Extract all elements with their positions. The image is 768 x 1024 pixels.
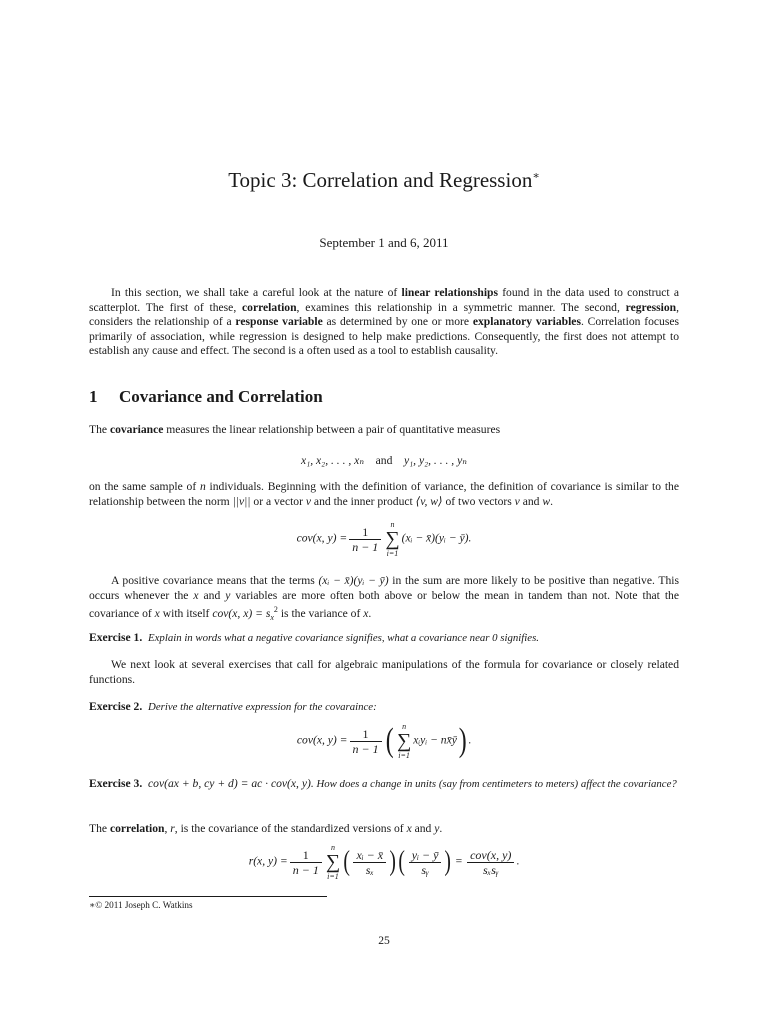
pos-x: x — [193, 588, 199, 602]
paper-title — [0, 162, 768, 194]
exercise-3-text: How does a change in units (say from centimeters to meters) affect the covariance? — [313, 778, 677, 790]
corr-fcov-den: sₓsᵧ — [482, 862, 499, 877]
sample-v2: v — [514, 494, 520, 508]
corr-text-4: and — [411, 822, 435, 835]
pos-y: y — [225, 588, 231, 602]
intro-term-correlation: correlation — [242, 300, 297, 314]
correlation-formula: r(x, y) = $\frac{1}{n - 1}$ n ∑ i=1 ( $\frac{\text{xᵢ − x̄}}{\text{sₓ}}$ )( $\frac{\text{yᵢ − ȳ}}{\text{sᵧ}}$ ) = $\frac{\text{cov(x, y)}}{\text{sₓsᵧ}}$ . — [248, 843, 520, 881]
corr-text-3: , is the covariance of the standardized versions of — [174, 822, 407, 835]
sample-text-1: on the same sample of — [89, 480, 200, 493]
corr-x: x — [406, 822, 412, 835]
sample-text-2: individuals. Beginning with the definition of variance, the definition of covariance is similar to the relationship between the norm — [89, 480, 679, 508]
sample-n: n — [199, 480, 206, 493]
title-text: Topic 3: Correlation and Regression — [228, 168, 533, 192]
corr-y: y — [434, 822, 440, 835]
alt-lhs: cov(x, y) = — [296, 733, 348, 747]
measures-math — [0, 453, 768, 467]
corr-sum-bottom: i=1 — [327, 872, 339, 881]
corr-fraction-cov — [467, 848, 514, 877]
sample-text-7: . — [550, 494, 554, 508]
pos-covxx-sub: x — [270, 613, 274, 623]
corr-r: r — [170, 822, 175, 835]
pos-text-3: and — [198, 588, 226, 602]
alt-frac-den: n − 1 — [352, 741, 379, 756]
corr-fraction — [290, 848, 322, 877]
exercise-1-text: Explain in words what a negative covariance signifies, what a covariance near 0 signifies. — [148, 632, 539, 644]
covariance-formula — [0, 520, 768, 558]
cov-intro-text-1: The — [89, 423, 110, 436]
cov-intro-term: covariance — [109, 423, 164, 436]
exercise-1-label: Exercise 1. — [89, 631, 143, 644]
corr-fraction-x — [353, 848, 386, 877]
corr-fy-den: sᵧ — [421, 862, 429, 877]
pos-text-4: variables are more often both above or below the mean in tandem than not. Note that the covariance of — [89, 588, 679, 621]
x-sequence: x₁, x₂, . . . , xₙ — [301, 454, 365, 467]
exercise-1 — [89, 631, 679, 646]
sample-norm: ||v|| — [232, 494, 251, 508]
sample-text-6: and — [519, 494, 543, 508]
pos-text-6: is the variance of — [277, 607, 364, 621]
sample-w: w — [542, 494, 551, 508]
sample-v: v — [305, 494, 312, 508]
pos-text-5: with itself — [159, 607, 213, 621]
corr-fraction-y — [409, 848, 442, 877]
covariance-intro — [89, 423, 679, 438]
corr-fcov-num: cov(x, y) — [467, 848, 514, 863]
pos-text-1: A positive covariance means that the terms — [111, 574, 319, 587]
positive-paragraph — [89, 574, 679, 626]
corr-sum: n ∑ i=1 — [325, 843, 341, 881]
exercise-2-label: Exercise 2. — [89, 700, 143, 713]
corr-text-5: . — [439, 822, 443, 835]
corr-fx-num: xᵢ − x̄ — [353, 848, 386, 863]
intro-text-1: In this section, we shall take a careful look at the nature of — [111, 286, 402, 299]
pos-x3: x — [363, 607, 369, 621]
paper-date: September 1 and 6, 2011 — [319, 235, 449, 250]
intro-term-explanatory: explanatory variables — [472, 315, 581, 329]
alt-sum-top: n — [402, 722, 407, 731]
cov-intro-text-2: measures the linear relationship between a pair of quantitative measures — [163, 423, 501, 436]
alt-sum: n ∑ i=1 — [396, 722, 412, 760]
intro-paragraph — [89, 286, 679, 359]
sample-paragraph — [89, 480, 679, 509]
intro-term-regression: regression — [625, 300, 677, 314]
cov-sum-bottom: i=1 — [386, 549, 399, 558]
and-word: and — [375, 454, 393, 467]
title-footnote-mark: ∗ — [532, 170, 540, 182]
page-number: 25 — [378, 934, 390, 947]
exercise-2-text: Derive the alternative expression for the covaraince: — [148, 701, 377, 713]
section-number: 1 — [89, 387, 98, 406]
alt-end: . — [468, 733, 472, 747]
corr-term: correlation — [109, 822, 165, 835]
pos-term: (xᵢ − x̄)(yᵢ − ȳ) — [318, 574, 389, 587]
exercise-3-math: cov(ax + b, cy + d) = ac · cov(x, y). — [148, 777, 314, 790]
cov-fraction — [349, 525, 381, 554]
intro-term-response: response variable — [235, 315, 323, 329]
sample-text-3: or a vector — [250, 494, 306, 508]
corr-end: . — [516, 854, 520, 868]
intro-term-linear: linear relationships — [401, 286, 498, 299]
cov-lhs: cov(x, y) = — [296, 531, 348, 545]
cov-body: (xᵢ − x̄)(yᵢ − ȳ). — [401, 531, 472, 545]
exercise-2 — [89, 700, 679, 715]
pos-text-7: . — [368, 607, 372, 621]
pos-covxx: cov(x, x) = s — [212, 607, 271, 621]
intro-text-4: , considers the relationship of a — [89, 300, 679, 329]
pos-covxx-sup: 2 — [273, 605, 278, 615]
y-sequence: y₁, y₂, . . . , yₙ — [403, 454, 467, 467]
footnote: ∗© 2011 Joseph C. Watkins — [89, 900, 193, 910]
pos-x2: x — [154, 607, 160, 621]
sample-inner: ⟨v, w⟩ — [415, 494, 443, 508]
corr-equals: = — [455, 854, 463, 868]
alt-sum-bottom: i=1 — [398, 751, 410, 760]
exercise-3 — [89, 777, 679, 792]
intro-text-6: . Correlation focuses primarily of association, while regression is designed to help make predictions. Consequently, the first does not attempt to establish any cause and effect. The second is a often used as a tool to establish causality. — [89, 315, 680, 358]
corr-fy-num: yᵢ − ȳ — [409, 848, 442, 863]
intro-text-3: , examines this relationship in a symmetric manner. The second, — [296, 300, 626, 314]
intro-text-2: found in the data used to construct a scatterplot. The first of these, — [89, 286, 679, 314]
pos-text-2: in the sum are more likely to be positive than negative. This occurs whenever the — [89, 574, 679, 602]
intro-text-5: as determined by one or more — [322, 315, 473, 329]
alt-body: xᵢyᵢ − nx̄ȳ — [413, 733, 457, 747]
corr-frac-num: 1 — [290, 848, 322, 863]
sample-text-5: of two vectors — [442, 494, 515, 508]
sample-text-4: and the inner product — [311, 494, 416, 508]
alt-frac-num: 1 — [350, 727, 382, 742]
footnote-rule — [89, 896, 327, 897]
exercise-3-label: Exercise 3. — [89, 777, 143, 790]
section-heading — [89, 386, 323, 408]
next-paragraph: We next look at several exercises that call for algebraic manipulations of the formula for covariance or closely related functions. — [89, 658, 679, 686]
section-title: Covariance and Correlation — [119, 387, 323, 406]
cov-sum-top: n — [390, 520, 395, 529]
cov-frac-num: 1 — [349, 525, 381, 540]
cov-sum: n ∑ i=1 — [385, 520, 400, 558]
corr-frac-den: n − 1 — [292, 862, 319, 877]
corr-lhs: r(x, y) = — [248, 854, 288, 868]
alt-fraction — [350, 727, 382, 756]
corr-text-2: , — [164, 822, 171, 835]
alternative-formula: cov(x, y) = $\frac{1}{n - 1}$ ( n ∑ i=1 xᵢyᵢ − nx̄ȳ) . — [296, 722, 472, 760]
corr-sum-top: n — [330, 843, 335, 852]
cov-frac-den: n − 1 — [352, 539, 379, 554]
correlation-paragraph — [89, 822, 679, 837]
corr-fx-den: sₓ — [365, 862, 374, 877]
corr-text-1: The — [89, 822, 110, 835]
